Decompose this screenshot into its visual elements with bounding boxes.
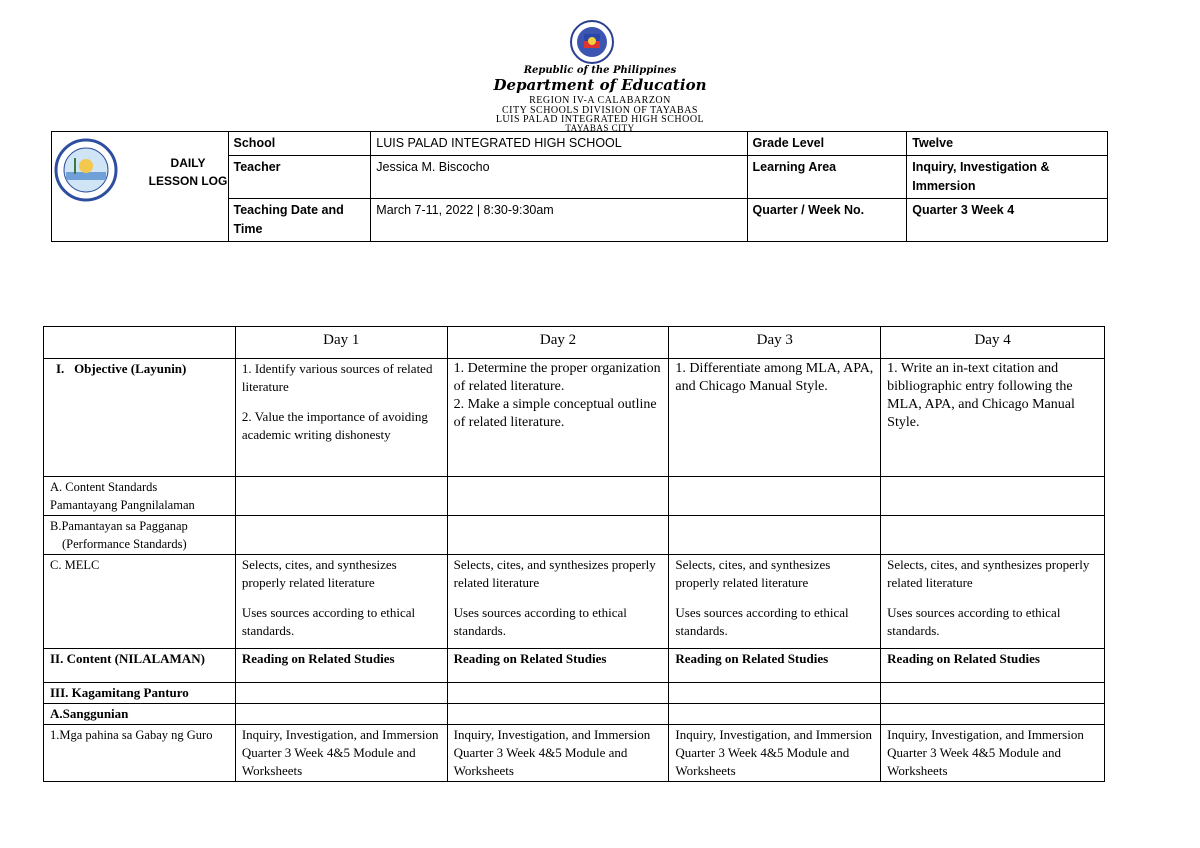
title-line-2: LESSON LOG [148, 174, 228, 188]
day-3-header: Day 3 [669, 327, 881, 359]
republic-line: Republic of the Philippines [523, 65, 677, 76]
melc-day-2 [447, 555, 669, 649]
school-label: School [228, 132, 371, 156]
performance-day-3 [669, 516, 881, 555]
melc-day-4-b: Uses sources according to ethical standards. [887, 605, 1061, 638]
daily-lesson-log-title [140, 154, 236, 190]
day-3-objectives [669, 359, 881, 477]
region-line: REGION IV-A CALABARZON [529, 95, 671, 106]
melc-day-4 [881, 555, 1105, 649]
learning-area-label: Learning Area [747, 156, 907, 199]
teacher-guide-day-1: Inquiry, Investigation, and Immersion Quarter 3 Week 4&5 Module and Worksheets [235, 725, 447, 782]
performance-standards-label [44, 516, 236, 555]
materials-day-2 [447, 683, 669, 704]
day-1-objective-2: 2. Value the importance of avoiding academic writing dishonesty [241, 409, 428, 442]
teacher-guide-label: 1.Mga pahina sa Gabay ng Guro [44, 725, 236, 782]
references-day-1 [235, 704, 447, 725]
day-3-objective-1: 1. Differentiate among MLA, APA, and Chicago Manual Style. [675, 361, 874, 394]
day-2-objective-2: 2. Make a simple conceptual outline of related literature. [453, 397, 657, 430]
day-1-objective-1: 1. Identify various sources of related literature [241, 361, 433, 394]
references-day-2 [447, 704, 669, 725]
materials-label: III. Kagamitang Panturo [44, 683, 236, 704]
melc-day-3-a: Selects, cites, and synthesizes properly related literature [675, 557, 831, 590]
learning-area-value: Inquiry, Investigation & Immersion [907, 156, 1108, 199]
content-standards-day-4 [881, 477, 1105, 516]
teacher-value: Jessica M. Biscocho [371, 156, 747, 199]
melc-label: C. MELC [44, 555, 236, 649]
content-day-1: Reading on Related Studies [235, 649, 447, 683]
city-line: TAYABAS CITY [565, 124, 635, 131]
melc-day-1 [235, 555, 447, 649]
objective-number: I. [56, 361, 65, 376]
day-4-header: Day 4 [881, 327, 1105, 359]
references-day-4 [881, 704, 1105, 725]
performance-label-fil: B.Pamantayan sa Pagganap [50, 519, 188, 533]
content-day-2: Reading on Related Studies [447, 649, 669, 683]
content-standards-day-3 [669, 477, 881, 516]
info-table [51, 131, 1108, 242]
quarter-value: Quarter 3 Week 4 [907, 199, 1108, 242]
day-1-header: Day 1 [235, 327, 447, 359]
content-day-3: Reading on Related Studies [669, 649, 881, 683]
performance-day-1 [235, 516, 447, 555]
school-seal-logo [54, 138, 118, 202]
teacher-label: Teacher [228, 156, 371, 199]
deped-seal-logo [556, 20, 628, 64]
performance-label-en: (Performance Standards) [62, 537, 187, 551]
melc-day-3-b: Uses sources according to ethical standards. [675, 605, 849, 638]
grade-value: Twelve [907, 132, 1108, 156]
day-4-objective-1: 1. Write an in-text citation and bibliographic entry following the MLA, APA, and Chicago Manual Style. [887, 361, 1075, 430]
performance-day-2 [447, 516, 669, 555]
lesson-plan-table [43, 326, 1105, 782]
melc-day-1-a: Selects, cites, and synthesizes properly related literature [241, 557, 397, 590]
melc-day-3 [669, 555, 881, 649]
melc-day-1-b: Uses sources according to ethical standards. [241, 605, 416, 638]
school-value: LUIS PALAD INTEGRATED HIGH SCHOOL [371, 132, 747, 156]
content-day-4: Reading on Related Studies [881, 649, 1105, 683]
melc-day-2-a: Selects, cites, and synthesizes properly related literature [453, 557, 656, 590]
melc-day-2-b: Uses sources according to ethical standards. [453, 605, 627, 638]
materials-day-4 [881, 683, 1105, 704]
content-standards-label-fil: Pamantayang Pangnilalaman [50, 498, 195, 512]
content-standards-day-2 [447, 477, 669, 516]
division-line: CITY SCHOOLS DIVISION OF TAYABAS [502, 105, 698, 116]
corner-cell [44, 327, 236, 359]
teacher-guide-day-3: Inquiry, Investigation, and Immersion Quarter 3 Week 4&5 Module and Worksheets [669, 725, 881, 782]
day-2-objective-1: 1. Determine the proper organization of related literature. [453, 361, 661, 394]
melc-day-4-a: Selects, cites, and synthesizes properly related literature [887, 557, 1090, 590]
content-standards-day-1 [235, 477, 447, 516]
references-day-3 [669, 704, 881, 725]
teacher-guide-day-4: Inquiry, Investigation, and Immersion Quarter 3 Week 4&5 Module and Worksheets [881, 725, 1105, 782]
teaching-date-label: Teaching Date and Time [228, 199, 371, 242]
logo-cell [52, 132, 229, 242]
day-2-header: Day 2 [447, 327, 669, 359]
objective-label [44, 359, 236, 477]
school-line: LUIS PALAD INTEGRATED HIGH SCHOOL [495, 114, 705, 125]
content-standards-label-en: A. Content Standards [50, 480, 158, 494]
title-line-1: DAILY [170, 156, 206, 170]
performance-day-4 [881, 516, 1105, 555]
department-line: Department of Education [493, 76, 707, 94]
teacher-guide-day-2: Inquiry, Investigation, and Immersion Quarter 3 Week 4&5 Module and Worksheets [447, 725, 669, 782]
day-1-objectives [235, 359, 447, 477]
references-label: A.Sanggunian [44, 704, 236, 725]
materials-day-3 [669, 683, 881, 704]
day-2-objectives [447, 359, 669, 477]
day-4-objectives [881, 359, 1105, 477]
teaching-date-value: March 7-11, 2022 | 8:30-9:30am [371, 199, 747, 242]
objective-text: Objective (Layunin) [74, 361, 187, 376]
content-standards-label [44, 477, 236, 516]
quarter-label: Quarter / Week No. [747, 199, 907, 242]
materials-day-1 [235, 683, 447, 704]
grade-label: Grade Level [747, 132, 907, 156]
content-label: II. Content (NILALAMAN) [44, 649, 236, 683]
